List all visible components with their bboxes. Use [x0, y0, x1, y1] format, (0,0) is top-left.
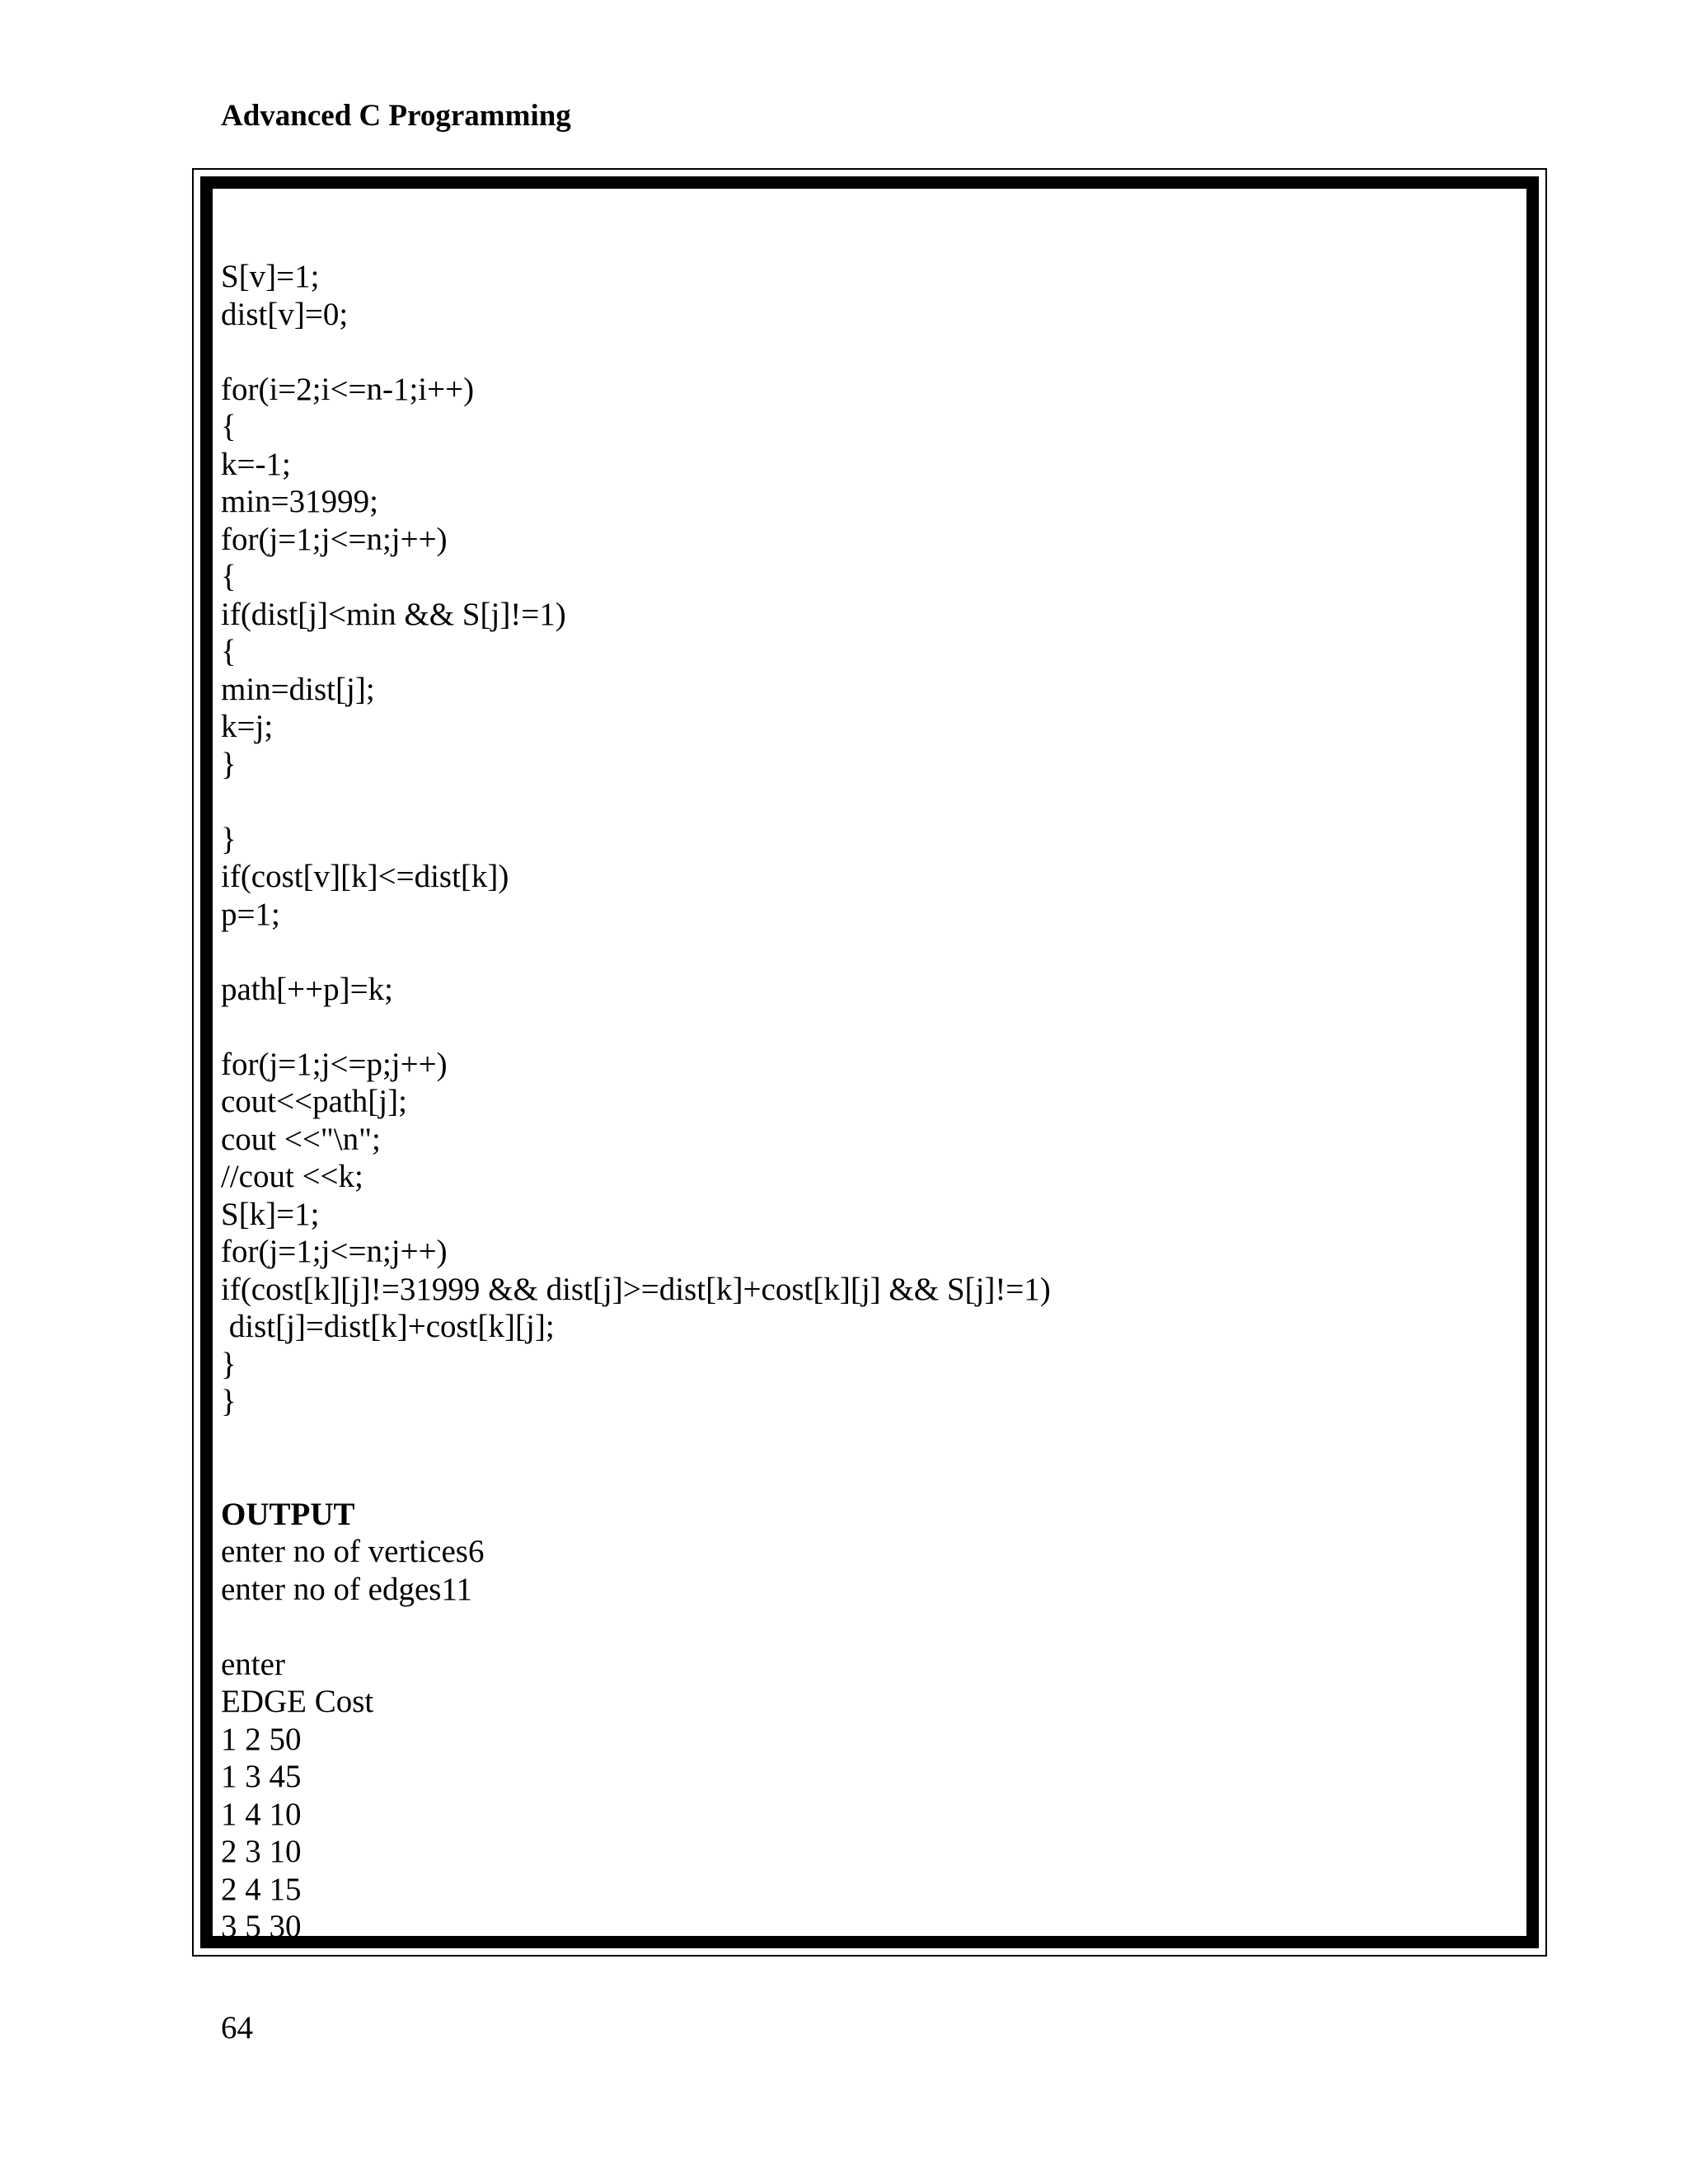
- code-line: if(cost[v][k]<=dist[k]): [221, 859, 509, 894]
- output-line: EDGE Cost: [221, 1684, 374, 1719]
- code-line: dist[v]=0;: [221, 296, 349, 332]
- code-line: for(j=1;j<=n;j++): [221, 1234, 448, 1269]
- code-line: k=-1;: [221, 446, 291, 482]
- code-content: [221, 258, 1507, 1946]
- code-listing: [221, 258, 1507, 1496]
- code-line: [221, 783, 1507, 821]
- output-line: 1 4 10: [221, 1796, 302, 1832]
- code-line: }: [221, 821, 237, 857]
- code-line: for(j=1;j<=n;j++): [221, 521, 448, 557]
- code-line: p=1;: [221, 896, 280, 932]
- code-line: path[++p]=k;: [221, 971, 393, 1007]
- code-line: {: [221, 559, 237, 594]
- code-line: S[v]=1;: [221, 259, 320, 294]
- code-line: }: [221, 1384, 237, 1419]
- code-line: min=31999;: [221, 484, 379, 519]
- code-line: S[k]=1;: [221, 1196, 320, 1232]
- output-heading: OUTPUT: [221, 1496, 355, 1532]
- code-line: cout<<path[j];: [221, 1084, 407, 1119]
- code-line: }: [221, 746, 237, 782]
- code-line: if(cost[k][j]!=31999 && dist[j]>=dist[k]+cost[k][j] && S[j]!=1): [221, 1271, 1051, 1307]
- code-line: [221, 1458, 1507, 1496]
- page-number: 64: [221, 2010, 253, 2046]
- code-line: for(i=2;i<=n-1;i++): [221, 371, 475, 407]
- code-line: k=j;: [221, 709, 274, 744]
- code-line: [221, 1421, 1507, 1459]
- output-line: 1 3 45: [221, 1759, 302, 1794]
- code-line: {: [221, 634, 237, 669]
- code-line: [221, 333, 1507, 371]
- output-line: 1 2 50: [221, 1721, 302, 1757]
- output-line: enter: [221, 1646, 285, 1682]
- code-line: [221, 1008, 1507, 1046]
- output-line: 3 5 30: [221, 1909, 302, 1944]
- output-line: enter no of vertices6: [221, 1534, 485, 1569]
- code-line: }: [221, 1346, 237, 1382]
- code-line: dist[j]=dist[k]+cost[k][j];: [221, 1309, 555, 1344]
- code-line: for(j=1;j<=p;j++): [221, 1046, 448, 1082]
- running-header: Advanced C Programming: [221, 99, 571, 133]
- code-line: {: [221, 409, 237, 444]
- code-line: [221, 933, 1507, 971]
- output-line: 2 3 10: [221, 1834, 302, 1869]
- output-line: enter no of edges11: [221, 1571, 473, 1607]
- code-line: //cout <<k;: [221, 1159, 363, 1194]
- code-line: if(dist[j]<min && S[j]!=1): [221, 596, 566, 632]
- output-line: [221, 1608, 1507, 1646]
- code-line: min=dist[j];: [221, 671, 375, 707]
- output-line: 2 4 15: [221, 1871, 302, 1907]
- output-section: [221, 1496, 1507, 1946]
- code-line: cout <<"\n";: [221, 1121, 381, 1157]
